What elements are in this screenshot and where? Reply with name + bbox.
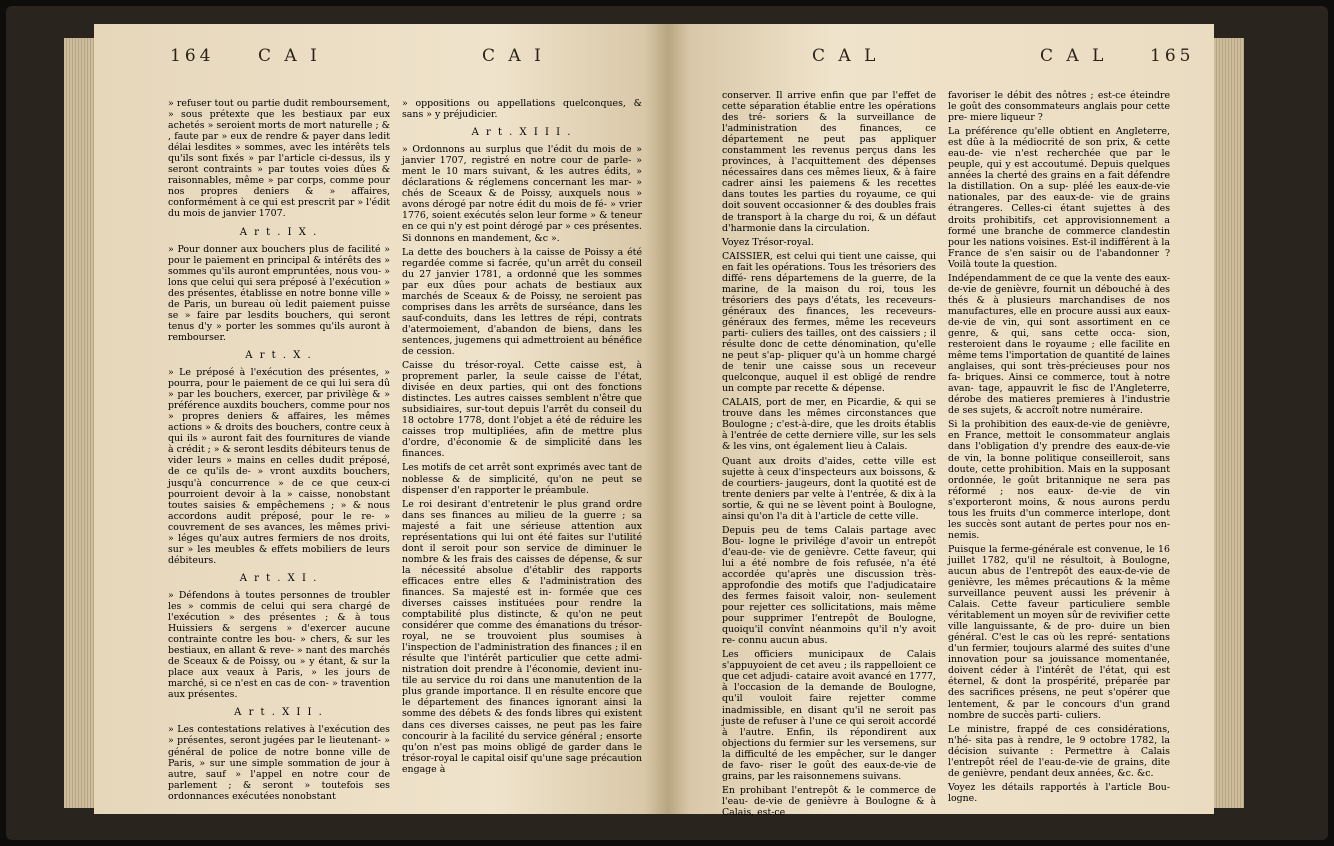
paragraph: favoriser le débit des nôtres ; est-ce éteindre le goût des consommateurs anglais pour cette pre- miere liqueur ? [948,90,1170,124]
paragraph: » Défendons à toutes personnes de troubler les » commis de celui qui sera chargé de l'exécution » des présentes ; & à tous Huissiers & sergens » d'exercer aucune contrainte contre les bou- » chers, & sur les bestiaux, en allant & reve- » nant des marchés de Sceaux & de Poissy, ou » y étant, & sur la place aux veaux à Paris, » les jours de marché, si ce n'est en cas de con- » travention aux présentes. [168,589,390,701]
left-column-2 [402,98,642,810]
left-header-right: C A I [482,46,545,66]
paragraph: Depuis peu de tems Calais partage avec Bou- logne le privilége d'avoir un entrepôt d'eau-de- vie de genièvre. Cette faveur, qui lui a été nombre de fois refusée, n'a été accordée qu'après une discussion très-approfondie des motifs que l'adjudicataire des fermes faisoit valoir, non- seulement pour rejetter ces sollicitations, mais même pour supprimer l'entrepôt de Boulogne, quoiqu'il convînt néanmoins qu'il n'y avoit re- connu aucun abus. [722,524,936,647]
article-heading: A r t . X I I I . [471,127,573,139]
paragraph: » Ordonnons au surplus que l'édit du mois de » janvier 1707, registré en notre cour de parle- » ment le 10 mars suivant, & les autres édits, » déclarations & réglemens concernant les mar- » chés de Sceaux & de Poissy, auxquels nous » avons dérogé par notre édit du mois de fé- » vrier 1776, soient exécutés selon leur forme » & teneur en ce qui n'y est point dérogé par » ces présentes. Si donnons en mandement, &c ». [402,144,642,244]
paragraph: Le ministre, frappé de ces considérations, n'hé- sita pas à rendre, le 9 octobre 1782, la décision suivante : Permettre à Calais l'entrepôt réel de l'eau-de-vie de grains, dite de genièvre, pendant deux années, &c. &c. [948,723,1170,779]
paragraph: Puisque la ferme-générale est convenue, le 16 juillet 1782, qu'il ne résultoit, à Boulogne, aucun abus de l'entrepôt des eaux-de-vie de genièvre, les mêmes précautions & la même surveillance peuvent aussi les prévenir à Calais. Cette faveur particuliere semble véritablement un moyen sûr de revivifier cette ville languissante, & de pro- duire un bien général. C'est le cas où les repré- sentations d'un fermier, toujours alarmé des suites d'une innovation pour sa jouissance momentanée, doivent céder à l'intérêt de l'état, qui est éternel, & dont la prospérité, préparée par des sacrifices présens, ne peut s'opérer que lentement, & par le concours d'un grand nombre de succès parti- culiers. [948,543,1170,721]
paragraph: Caisse du trésor-royal. Cette caisse est, à proprement parler, la seule caisse de l'état, divisée en deux parties, qui ont des fonctions distinctes. Les autres caisses semblent n'être que subsidiaires, sur-tout depuis l'arrêt du conseil du 18 octobre 1778, dont l'objet a été de réduire les caisses trop multipliées, afin de mettre plus d'ordre, d'économie & de simplicité dans les finances. [402,360,642,460]
right-column-1 [722,90,936,818]
paragraph: Les officiers municipaux de Calais s'appuyoient de cet aveu ; ils rappelloient ce que cet adjudi- cataire avoit avancé en 1777, à l'occasion de la demande de Boulogne, qu'il vouloit faire rejetter comme inadmissible, en disant qu'il ne seroit pas juste de refuser à l'une ce qui seroit accordé à l'autre. Enfin, ils répondirent aux objections du fermier sur les versemens, sur la difficulté de les empêcher, sur le danger de favo- riser le goût des eaux-de-vie de grains, par les raisonnemens suivans. [722,649,936,782]
right-page-number: 165 [1150,46,1195,66]
paragraph: » refuser tout ou partie dudit remboursement, » sous prétexte que les bestiaux par eux achetés » seroient morts de mort naturelle ; & , faute par » eux de rendre & payer dans ledit délai lesdites » sommes, avec les intérêts tels qu'ils sont fixés » par l'article ci-dessus, ils y seront contraints » par toutes voies dûes & raisonnables, même » par corps, comme pour nos propres deniers & » affaires, conformément à ce qui est prescrit par » l'édit du mois de janvier 1707. [168,98,390,220]
article-heading: A r t . X I . [239,572,319,584]
paragraph: » Le préposé à l'exécution des présentes, » pourra, pour le paiement de ce qui lui sera dû » par les bouchers, exercer, par privilège & » préférence auxdits bouchers, comme pour nos » propres deniers & affaires, les mêmes actions » & droits des bouchers, contre ceux à qui ils » auront fait des fournitures de viande à crédit ; » & seront lesdits débiteurs tenus de vider leurs » mains en celles dudit préposé, de ce qu'ils de- » vront auxdits bouchers, jusqu'à concurrence » de ce que ceux-ci pourroient devoir à la » caisse, nonobstant toutes saisies & empêchemens ; » & nous accordons audit préposé, pour le re- » couvrement de ses avances, les mêmes privi- » léges qu'aux autres fermiers de nos droits, sur » les meubles & effets mobiliers de leurs débiteurs. [168,367,390,566]
paragraph: » oppositions ou appellations quelconques, & sans » y préjudicier. [402,98,642,121]
left-page-edges [64,38,94,808]
left-header-left: C A I [258,46,321,66]
right-page-edges [1214,38,1244,808]
article-heading: A r t . X I I . [234,707,324,719]
paragraph: Si la prohibition des eaux-de-vie de genièvre, en France, mettoit le consommateur anglais dans l'obligation d'y prendre des eaux-de-vie de vin, la bonne politique conseilleroit, sans doute, cette prohibition. Mais en la supposant ordonnée, le goût britannique ne sera pas réformé ; nos eaux- de-vie de vin s'exporteront moins, & nous aurons perdu tous les fruits d'un commerce interlope, dont les succès sont autant de pertes pour nos en- nemis. [948,419,1170,541]
paragraph: En prohibant l'entrepôt & le commerce de l'eau- de-vie de genièvre à Boulogne & à Calais, est-ce [722,784,936,818]
paragraph: Indépendamment de ce que la vente des eaux- de-vie de genièvre, fournit un débouché à des thés & à plusieurs marchandises de nos manufactures, elle en procure aussi aux eaux-de-vie de vin, qui sont assortiment en ce genre, & qui, sans cette occa- sion, resteroient dans le royaume ; elle facilite en même tems l'importation de quantité de laines anglaises, qui sont très-précieuses pour nos fa- briques. Ainsi ce commerce, tout à notre avan- tage, appauvrit le fisc de l'Angleterre, dérobe des matieres premieres à l'industrie de ses sujets, & accroît notre numéraire. [948,272,1170,417]
paragraph: La préférence qu'elle obtient en Angleterre, est dûe à la médiocrité de son prix, & cette eau-de- vie n'est recherchée que par le peuple, qui y est accoutumé. Depuis quelques années la cherté des grains en a fait défendre la distillation. On a sup- pléé les eaux-de-vie nationales, par des eaux-de- vie de grains étrangeres. Celles-ci étant sujettes à des droits prohibitifs, cet approvisionnement a formé une branche de commerce clandestin pour les nations voisines. Est-il indifférent à la France de s'en saisir ou de l'abandonner ? Voilà toute la question. [948,126,1170,270]
paragraph: Le roi desirant d'entretenir le plus grand ordre dans ses finances au milieu de la guerre ; sa majesté a fait une sérieuse attention aux représentations qui lui ont été faites sur l'utilité dont il seroit pour son service de diminuer le nombre & les frais des caisses de dépense, & sur la nécessité absolue d'établir des rapports efficaces entre elles & l'administration des finances. Sa majesté est in- formée que ces diverses caisses instituées pour rendre la comptabilité plus distincte, & qu'on ne peut considérer que comme des émanations du trésor-royal, ne se trouvoient plus soumises à l'inspection de l'administration des finances ; il en résulte que l'intérêt particulier que cette admi- nistration doit prendre à l'économie, devient inu- tile au service du roi dans une manutention de la plus grande importance. Il en résulte encore que le département des finances ignorant ainsi la somme des débets & des fonds libres qui existent dans ces diverses caisses, ne peut pas les faire concourir à la facilité du service général ; ensorte qu'on n'est pas moins obligé de garder dans le trésor-royal le capital oisif qu'une sage précaution engage à [402,498,643,775]
left-page-number: 164 [170,46,215,66]
right-header-right: C A L [1040,46,1108,66]
paragraph: Les motifs de cet arrêt sont exprimés avec tant de noblesse & de simplicité, qu'on ne peut se dispenser d'en rapporter le préambule. [402,462,642,496]
paragraph: CAISSIER, est celui qui tient une caisse, qui en fait les opérations. Tous les trésoriers des diffé- rens départemens de la guerre, de la marine, de la maison du roi, tous les trésoriers des pays d'états, les receveurs-généraux des finances, les receveurs- généraux des fermes, même les receveurs parti- culiers des tailles, ont des caissiers ; il résulte donc de cette dénomination, qu'elle ne peut s'ap- pliquer qu'à un homme chargé de tenir une caisse sous un receveur quelconque, auquel il est obligé de rendre un compte par recette & dépense. [722,250,936,395]
article-heading: A r t . X . [245,349,313,361]
paragraph: Voyez Trésor-royal. [722,236,814,248]
paragraph: CALAIS, port de mer, en Picardie, & qui se trouve dans les mêmes circonstances que Boulogne ; c'est-à-dire, que les droits établis à l'entrée de cette derniere ville, sur les sels & les vins, ont également lieu à Calais. [722,397,936,453]
paragraph: La dette des bouchers à la caisse de Poissy a été regardée comme si facrée, qu'un arrêt du conseil du 27 janvier 1781, a ordonné que les sommes par eux dûes pour achats de bestiaux aux marchés de Sceaux & de Poissy, ne seroient pas comprises dans les arrêts de surséance, dans les sauf-conduits, dans les lettres de répi, contrats d'atermoiement, d'abandon de biens, dans les sentences, jugemens qui admettroient au bénéfice de cession. [402,246,642,357]
paragraph: » Pour donner aux bouchers plus de facilité » pour le paiement en principal & intérêts des » sommes qu'ils auront empruntées, nous vou- » lons que celui qui sera préposé à l'exécution » des présentes, établisse en notre bonne ville » de Paris, un bureau où ledit paiement puisse se » faire par lesdits bouchers, qui seront tenus d'y » porter les sommes qu'ils auront à rembourser. [168,243,390,343]
paragraph: Voyez les détails rapportés à l'article Bou- logne. [948,781,1170,804]
right-header-left: C A L [812,46,880,66]
paragraph: conserver. Il arrive enfin que par l'effet de cette séparation établie entre les opérations des tré- soriers & la surveillance de l'administration des finances, ce département ne peut pas appliquer constamment les revenus perçus dans les provinces, à l'acquittement des dépenses nécessaires dans ces mêmes lieux, & à faire cadrer ainsi les paiemens & les recettes dans toutes les parties du royaume, ce qui doit souvent occasionner & des doubles frais de transport à la charge du roi, & un défaut d'harmonie dans la circulation. [722,90,936,234]
article-heading: A r t . I X . [239,226,319,238]
left-column-1 [168,98,390,810]
paragraph: Quant aux droits d'aides, cette ville est sujette à ceux d'inspecteurs aux boissons, & de courtiers- jaugeurs, dont la quotité est de trente deniers par velte à l'entrée, & dix à la sortie, & qui ne se lèvent point à Boulogne, ainsi qu'on l'a dit à l'article de cette ville. [722,455,936,522]
paragraph: » Les contestations relatives à l'exécution des » présentes, seront jugées par le lieutenant- » général de police de notre bonne ville de Paris, » sur une simple sommation de jour à autre, sauf » l'appel en notre cour de parlement ; & seront » toutefois ses ordonnances exécutées nonobstant [168,724,390,802]
right-column-2 [948,90,1170,802]
